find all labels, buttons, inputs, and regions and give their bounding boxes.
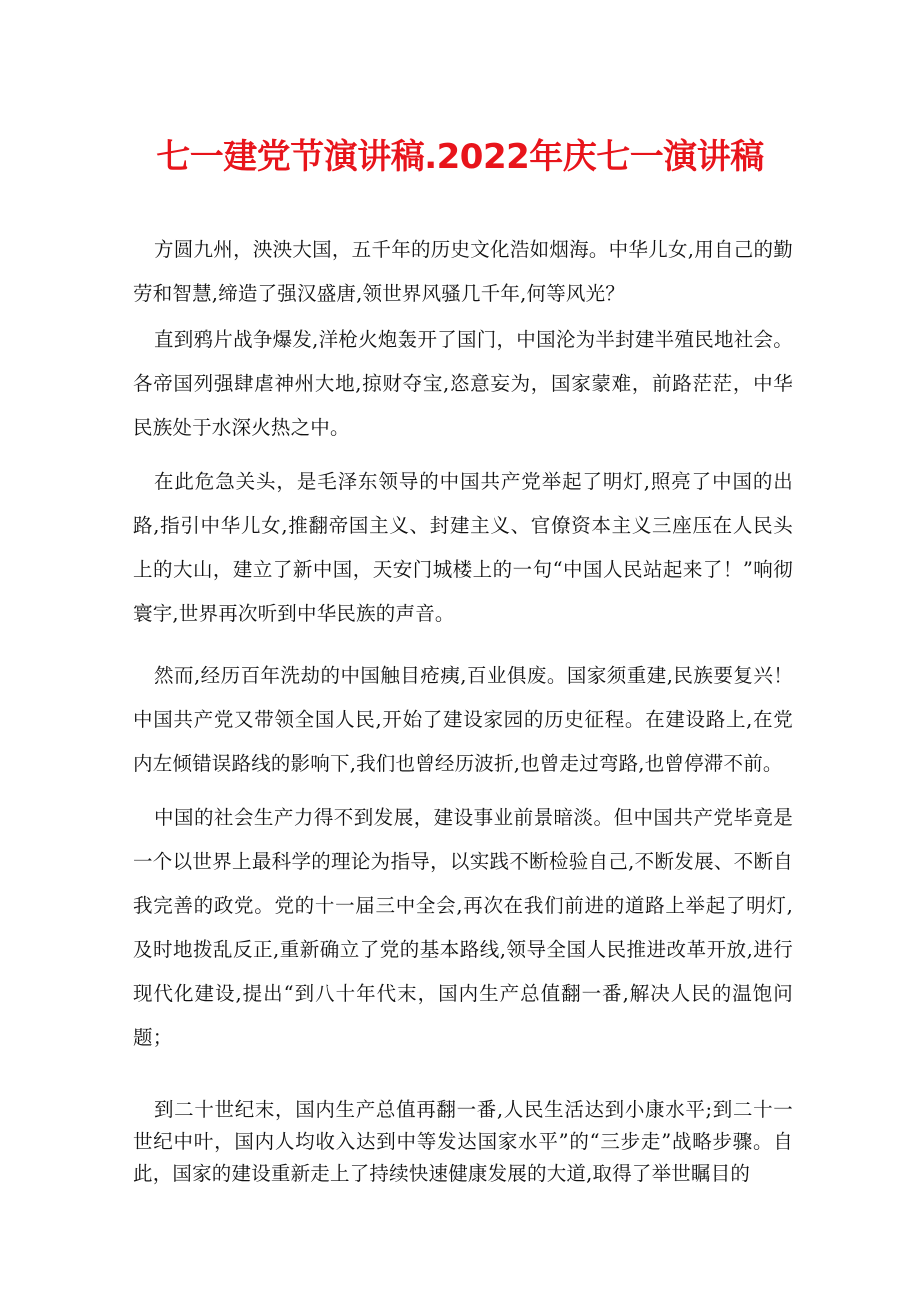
- page-title: 七一建党节演讲稿.2022年庆七一演讲稿: [156, 137, 764, 177]
- paragraph-2: 直到鸦片战争爆发,洋枪火炮轰开了国门，中国沦为半封建半殖民地社会。各帝国列强肆虐神州大地,掠财夺宝,恣意妄为，国家蒙难，前路茫茫，中华民族处于水深火热之中。: [133, 328, 793, 439]
- paragraph-4: 然而,经历百年洗劫的中国触目疮痍,百业俱废。国家须重建,民族要复兴！中国共产党又带领全国人民,开始了建设家园的历史征程。在建设路上,在党内左倾错误路线的影响下,我们也曾经历波折,也曾走过弯路,也曾停滞不前。: [133, 664, 793, 775]
- paragraph-3: 在此危急关头，是毛泽东领导的中国共产党举起了明灯,照亮了中国的出路,指引中华儿女,推翻帝国主义、封建主义、官僚资本主义三座压在人民头上的大山，建立了新中国，天安门城楼上的一句“中国人民站起来了！”响彻寰宇,世界再次听到中华民族的声音。: [133, 470, 793, 625]
- paragraph-1: 方圆九州，泱泱大国，五千年的历史文化浩如烟海。中华儿女,用自己的勤劳和智慧,缔造了强汉盛唐,领世界风骚几千年,何等风光？: [133, 238, 793, 305]
- paragraph-6: 到二十世纪末，国内生产总值再翻一番,人民生活达到小康水平;到二十一世纪中叶，国内人均收入达到中等发达国家水平”的“三步走”战略步骤。自此，国家的建设重新走上了持续快速健康发展的大道,取得了举世瞩目的: [133, 1098, 793, 1185]
- paragraph-5: 中国的社会生产力得不到发展，建设事业前景暗淡。但中国共产党毕竟是一个以世界上最科学的理论为指导，以实践不断检验自己,不断发展、不断自我完善的政党。党的十一届三中全会,再次在我们前进的道路上举起了明灯,及时地拨乱反正,重新确立了党的基本路线,领导全国人民推进改革开放,进行现代化建设,提出“到八十年代末，国内生产总值翻一番,解决人民的温饱问题；: [133, 806, 793, 1049]
